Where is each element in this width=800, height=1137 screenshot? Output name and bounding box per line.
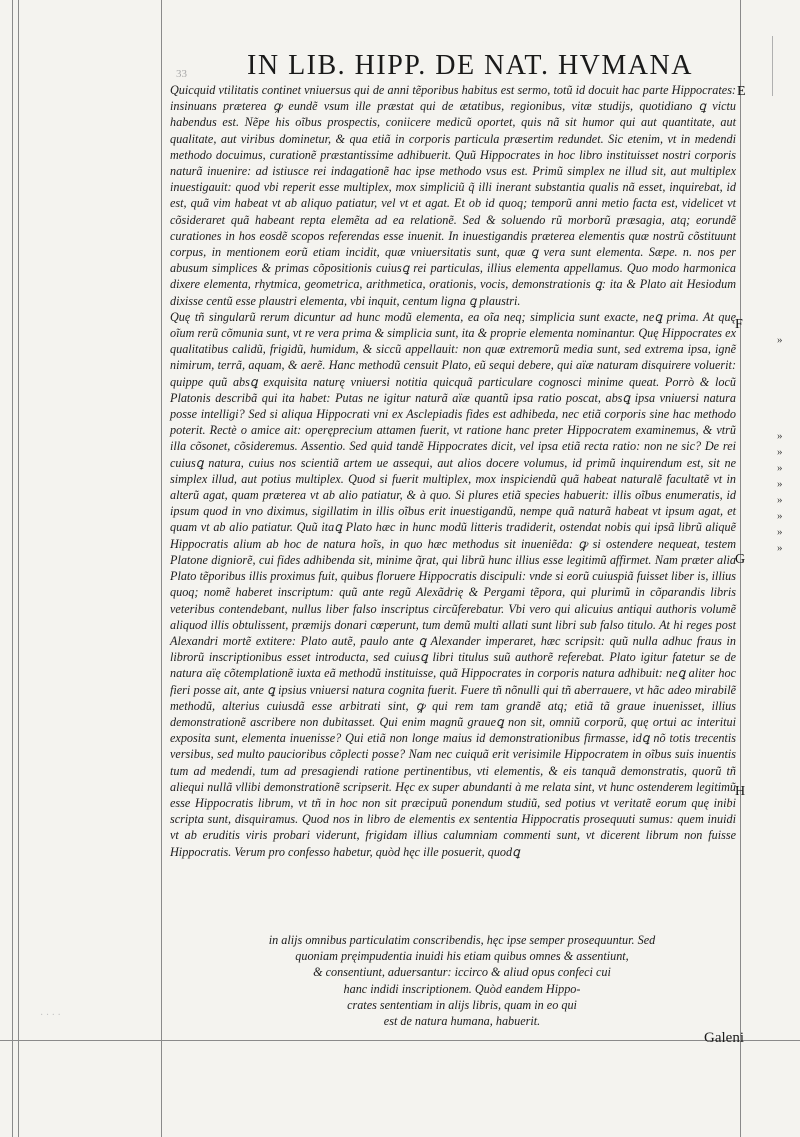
margin-letter-g: G [735,552,746,567]
body-text [170,82,736,860]
quote-mark: » [777,446,783,458]
text-rule-left [161,0,162,1137]
tail-line: & consentiunt, aduersantur: iccirco & aliud opus confeci cui [313,965,611,980]
tail-line: in alijs omnibus particulatim conscribendis, hęc ipse semper prosequuntur. Sed [268,933,656,947]
quote-mark: » [777,334,783,346]
frame-rule-bottom [0,1040,800,1041]
library-stamp [772,36,800,96]
catchword: Galeni [704,1030,744,1046]
text-rule-right [740,0,741,1137]
page-number: 33 [176,68,187,80]
tail-line: est de natura humana, habuerit. [383,1014,541,1029]
bleed-through-marks: · · · · [40,1010,61,1021]
margin-letter-e: E [737,84,746,99]
quote-mark: » [777,462,783,474]
margin-letter-f: F [735,317,743,332]
tail-line: crates sententiam in alijs libris, quam in eo qui [347,997,577,1012]
quote-mark: » [777,526,783,538]
tail-line: quoniam pręimpudentia inuidi his etiam quibus omnes & assentiunt, [295,949,629,964]
margin-letter-h: H [735,784,746,799]
frame-rule-left [12,0,13,1137]
paragraph-1: Quicquid vtilitatis continet vniuersus qui de anni tẽporibus habitus est sermo, totũ id docuit hac parte Hippocrates: insinuans præterea ꝙ eundẽ vsum ille præstat qui de ætatibus, regionibus, vitæ studijs, quotidiano ꝗ victu habendus est. Nẽpe his oĩbus prospectis, coniicere medicũ oportet, quis nã sit humor qui aut quantitate, aut qualitate, aut viribus dominetur, & qua etiã in corporis particula præsertim redundet. Sic etenim, vt in medendi methodo docuimus, curationẽ præstantissime adhibuerit. Quũ Hippocrates in hoc libro instituisset nostri corporis naturã inuenire: ad istiusce rei indagationẽ hac ipse methodo vsus est. Primũ simplex ne illud sit, aut multiplex inuestigauit: quod vbi reperit esse multiplex, mox simpliciũ q̃ illi inerant substantia qualis nã esset, inquirebat, id est, quã vim habeat vt ab aliquo patiatur, vel vt et agat. Et ob id quoq; temporũ anni metio facta est, videlicet vt cõsideraret quã habeant repta elemẽta ad ea relationẽ. Sed & soluendo rũ morborũ præsagia, atq; eorundẽ curationes in hos eosdẽ scopos referendas esse inuenit. In inuestigandis præterea elementis quæ nostrũ cõstituunt corpus, in mentionem eorũ etiam incidit, quæ vniuersitatis sunt, quæ ꝗ vera sunt elementa. Sæpe. n. nos per abusum simplices & primas cõpositionis cuiusꝗ rei particulas, illius elementa appellamus. Quo modo harmonica dixere elementa, rhytmica, geometrica, arithmetica, orationis, vocis, demonstrationis ꝗ: ita & Plato ait Hesiodum dixisse centũ esse plaustri elementa, vbi inquit, centum ligna ꝗ plaustri. [170,83,736,308]
quote-mark: » [777,510,783,522]
running-header: IN LIB. HIPP. DE NAT. HVMANA [247,50,693,81]
paragraph-2: Quę tñ singularũ rerum dicuntur ad hunc modũ elementa, ea oĩa neq; simplicia sunt exacte, neꝗ prima. At quę oĩum rerũ cõmunia sunt, vt re vera prima & simplicia sunt, ita & proprie elementa nominantur. Quę Hippocrates ex qualitatibus calidũ, frigidũ, humidum, & siccũ appellauit: non quæ extremorũ media sunt, sed extrema ipsa, ignẽ nimirum, terrã, aquam, & aerẽ. Hanc methodũ censuit Plato, eũ sequi debere, qui aïæ naturam disquirere voluerit: quippe quũ absꝗ exquisita naturę vniuersi notitia quicquã particulare cognosci minime queat. Porrò & locũ Platonis describã qui ita habet: Putas ne igitur naturã aïæ quantũ ipsa ratio poscat, absꝗ ipsa vniuersi natura posse intelligi? Sed si aliqua Hippocrati vni ex Asclepiadis fides est adhibeda, nec etiã corporis sine hac methodo poterit. Rectè o amice ait: operęprecium attamen fuerit, vt ratione hanc preter Hippocratem examinemus, & vtrũ illa cõsonet, cõsideremus. Assentio. Sed quid tandẽ Hippocrates dicit, vel ipsa etiã recta ratio: non ne sic? De rei cuiusꝗ natura, cuius nos scientiã artem ue assequi, aut alios docere volumus, id primũ inquirendum est, sit ne simplex illud, aut potius multiplex. Quod si fuerit multiplex, mox inspiciendũ quã habeat naturalẽ facultatẽ vt in alterũ agat, quam præterea vt ab alio patiatur, & à quo. Si plures etiã species habuerit: illis oĩbus enumeratis, id ipsum quod in vno diximus, sigillatim in illis oĩbus erit inuestigandũ, nempe quã naturã habeat vt ipsum agat, et quam vt ab alio patiatur. Quũ itaꝗ Plato hæc in hunc modũ litteris tradiderit, ostendat nobis qui ipsã librũ aliquẽ Hippocratis alium ab hoc de natura hoĩs, in quo hæc methodus sit inueniẽda: ꝙ si ostendere nequeat, testem Platone digniorẽ, cui fides adhibenda sit, minime q̃rat, qui librũ hunc illius esse legitimũ affirmet. Nam præter alia Plato tẽporibus illis proximus fuit, quibus floruere Hippocratis discipuli: vnde si eorũ cuiuspiã fuisset liber is, illius quoq; nomẽ haberet inscriptum: quũ ante regũ Alexãdrię & Pergami tẽpora, qui plurimũ in cõparandis libris veteribus contendebant, nullus liber falso inscriptus circũferebatur. Vbi vero qui alicuius antiqui authoris volumẽ aliquod illis obtulissent, præmijs donari cœperunt, tum demũ multi allati sunt libri sub falso titulo. At hi reges post Alexandri mortẽ extitere: Plato autẽ, paulo ante ꝗ Alexander imperaret, hæc scripsit: quũ nulla adhuc fraus in librorũ inscriptionibus esset introducta, sed cuiusꝗ libri titulus suũ authorẽ referebat. Plato igitur fatetur se de natura aïę cõtemplationẽ iuxta eã methodũ instituisse, quã Hippocrates in corporis natura adhibuit: neꝗ aliter hoc fieri posse ait, ante ꝗ ipsius vniuersi natura cognita fuerit. Fuere tñ nõnulli qui tñ aberrauere, vt hãc adeo mirabilẽ methodũ, alterius cuiusdã esse arbitrati sint, ꝙ qui rem tam grandẽ atq; etiã tã graue inuenisset, illius demonstrationẽ ascribere non dubitasset. Qui enim magnũ graueꝗ non sit, omniũ corporũ, quę ortui ac interitui exposita sunt, elementa inuenisse? Qui etiã non longe maius id demonstrationibus firmasse, idꝗ nõ totis trecentis versibus, sed multo paucioribus cõplecti posse? Nam nec cuiquã erit verisimile Hippocratem in oĩbus suis inuentis tum ad medendi, tum ad presagiendi ratione pertinentibus, vti elementis, & eis tanquã demonstratis, quorũ tñ aliequi nullã vllibi demonstrationẽ scripserit. Hęc ex super abundanti à me relata sint, vt hunc ostenderem legitimũ esse Hippocratis librum, vt tñ in hoc non sit præcipuũ ponendum studiũ, sed potius vt veritatẽ eorum quę inibi scripta sunt, disquiramus. Quod nos in libro de elementis ex sententia Hippocratis prosequuti sumus: quem inuidi vt ab eruditis viris probari viderunt, frigidam illius calumniam commenti sunt, vt dicerent librum non fuisse Hippocratis. Verum pro confesso habetur, quòd hęc ille posuerit, quodꝗ [170,309,736,859]
quote-mark: » [777,478,783,490]
quote-mark: » [777,494,783,506]
tail-line: hanc indidi inscriptionem. Quòd eandem Hippo- [343,981,581,996]
quote-mark: » [777,430,783,442]
tail-text [212,932,712,1029]
frame-rule-left-inner [18,0,19,1137]
quote-mark: » [777,542,783,554]
